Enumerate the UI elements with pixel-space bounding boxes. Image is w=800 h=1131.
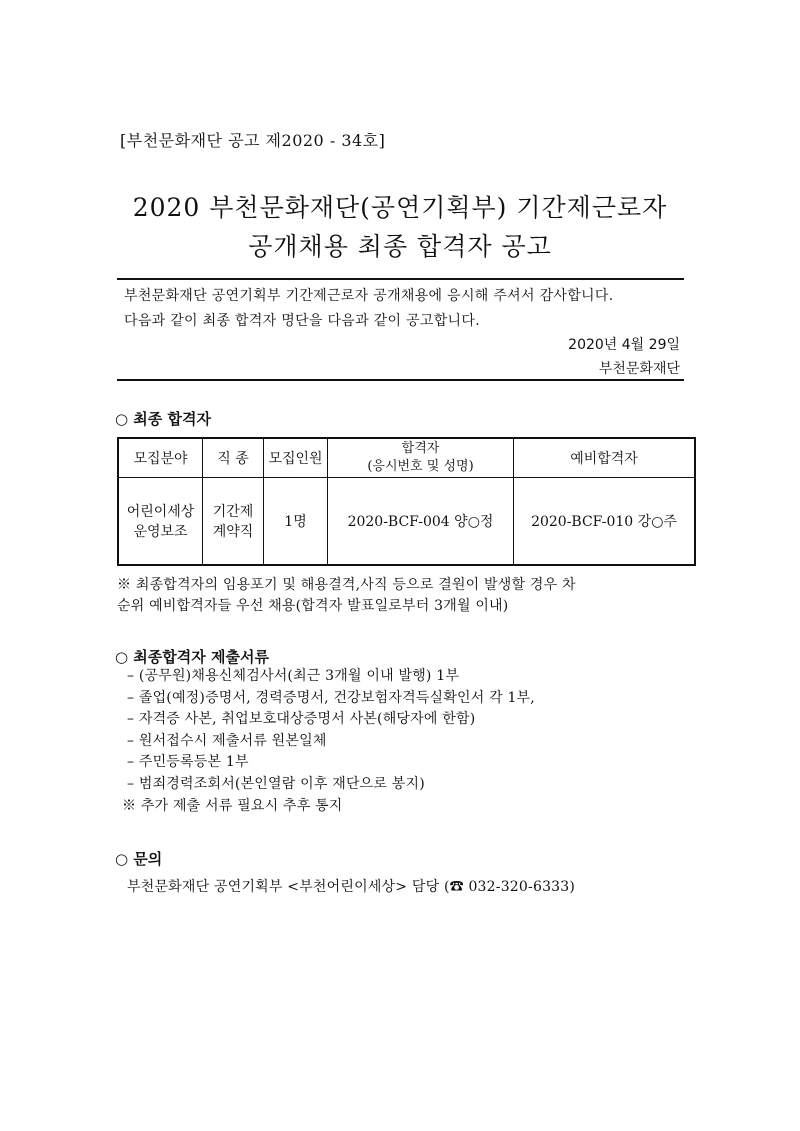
header-job: 직 종 xyxy=(203,438,264,478)
cell-field-line-1: 어린이세상 xyxy=(126,504,195,520)
section-heading-contact: ○ 문의 xyxy=(115,850,163,868)
section-heading-documents: ○ 최종합격자 제출서류 xyxy=(115,648,269,666)
document-title-line-2: 공개채용 최종 합격자 공고 xyxy=(248,232,552,261)
cell-reserve: 2020-BCF-010 강○주 xyxy=(514,478,696,566)
cell-field xyxy=(118,478,203,566)
cell-count: 1명 xyxy=(264,478,328,566)
documents-list xyxy=(127,666,535,795)
notice-number: [부천문화재단 공고 제2020 - 34호] xyxy=(120,131,386,150)
replacement-note xyxy=(117,575,687,617)
replacement-note-line-1: ※ 최종합격자의 임용포기 및 해용결격,사직 등으로 결원이 발생할 경우 차 xyxy=(117,577,576,593)
list-item: – (공무원)채용신체검사서(최근 3개월 이내 발행) 1부 xyxy=(127,668,460,684)
cell-job xyxy=(203,478,264,566)
header-field: 모집분야 xyxy=(118,438,203,478)
table-header-row xyxy=(118,438,695,478)
header-passer xyxy=(328,438,514,478)
issuing-organization: 부천문화재단 xyxy=(598,361,680,377)
list-item: – 범죄경력조회서(본인열람 이후 재단으로 봉지) xyxy=(127,775,425,792)
notice-date: 2020년 4월 29일 xyxy=(568,337,680,353)
intro-line-2: 다음과 같이 최종 합격자 명단을 다음과 같이 공고합니다. xyxy=(124,313,480,329)
contact-info: 부천문화재단 공연기획부 <부천어린이세상> 담당 (☎ 032-320-6333) xyxy=(127,879,576,895)
replacement-note-line-2: 순위 예비합격자들 우선 채용(합격자 발표일로부터 3개월 이내) xyxy=(117,598,509,614)
cell-job-line-1: 기간제 xyxy=(212,504,254,520)
final-passers-table xyxy=(117,437,696,566)
header-passer-line-2: (응시번호 및 성명) xyxy=(367,459,474,474)
header-passer-line-1: 합격자 xyxy=(401,441,440,456)
cell-passer: 2020-BCF-004 양○정 xyxy=(328,478,514,566)
additional-documents-note: ※ 추가 제출 서류 필요시 추후 통지 xyxy=(122,798,343,814)
divider-top xyxy=(117,278,684,280)
cell-job-line-2: 계약직 xyxy=(212,524,254,540)
list-item: – 졸업(예정)증명서, 경력증명서, 건강보험자격득실확인서 각 1부, xyxy=(127,689,535,706)
table-row xyxy=(118,478,695,566)
list-item: – 자격증 사본, 취업보호대상증명서 사본(해당자에 한함) xyxy=(127,711,476,727)
list-item: – 원서접수시 제출서류 원본일체 xyxy=(127,732,327,749)
intro-line-1: 부천문화재단 공연기획부 기간제근로자 공개채용에 응시해 주셔서 감사합니다. xyxy=(124,288,614,304)
document-title-line-1: 2020 부천문화재단(공연기획부) 기간제근로자 xyxy=(132,193,668,222)
list-item: – 주민등록등본 1부 xyxy=(127,754,249,770)
header-count: 모집인원 xyxy=(264,438,328,478)
header-reserve: 예비합격자 xyxy=(514,438,696,478)
divider-bottom xyxy=(117,379,684,381)
section-heading-final-passers: ○ 최종 합격자 xyxy=(115,410,211,428)
cell-field-line-2: 운영보조 xyxy=(133,524,188,540)
